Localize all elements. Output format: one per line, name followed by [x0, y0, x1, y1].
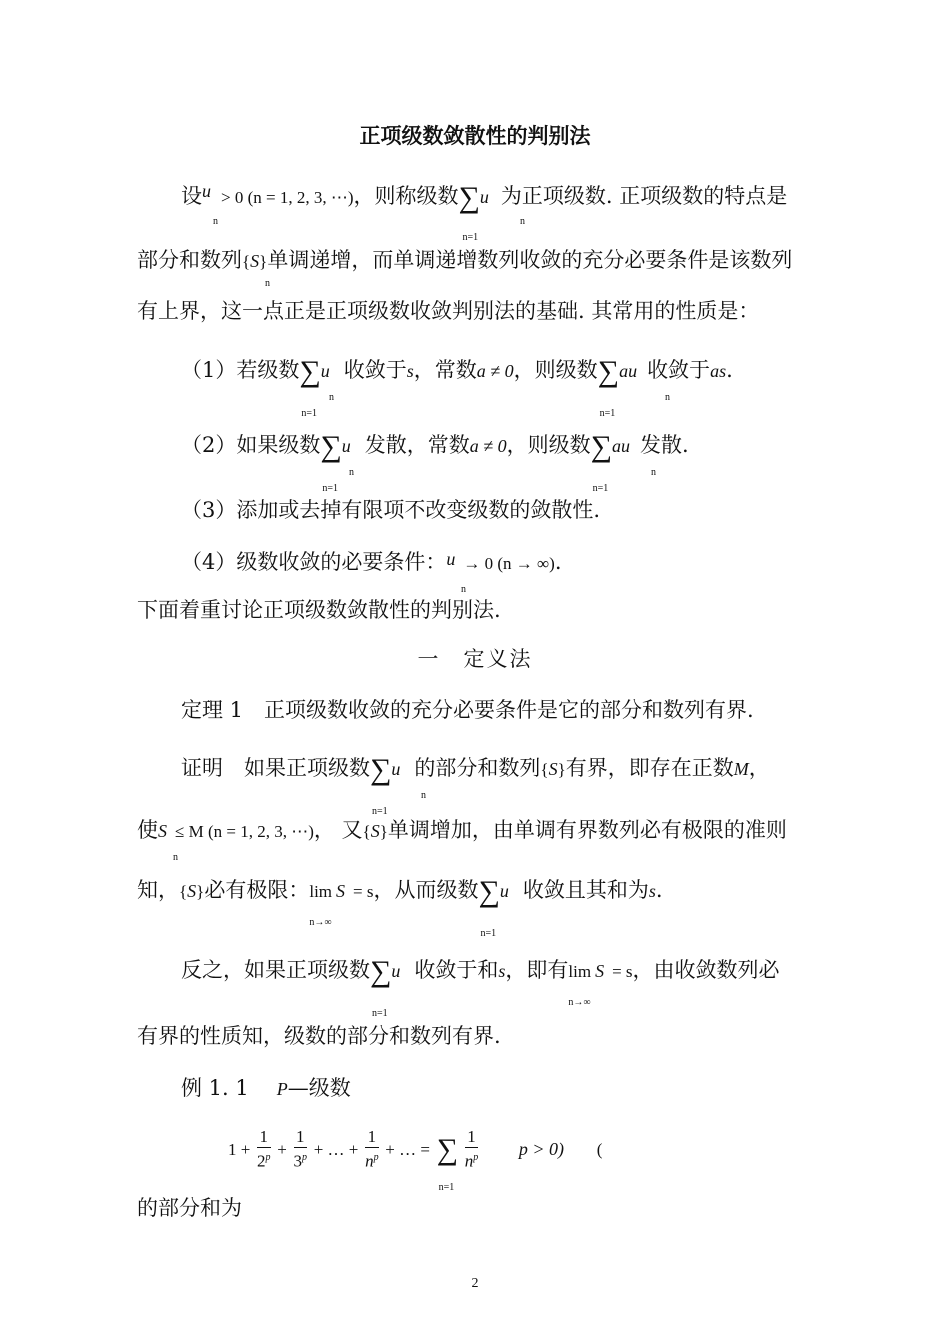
math-text: + … + — [313, 1140, 359, 1159]
math-S: S — [336, 881, 346, 901]
intro-line-1 — [181, 181, 788, 243]
text: ， — [748, 756, 770, 780]
text: （2）如果级数 — [181, 433, 321, 457]
text: 的部分和数列 — [414, 756, 541, 780]
sum-symbol: ∑ n=1 — [370, 955, 392, 1019]
fraction: $\frac{1}{n^p}$ — [365, 1127, 379, 1171]
math-limit: lim n→∞ — [568, 962, 592, 1008]
math-S: S — [595, 961, 605, 981]
math-u: u — [499, 881, 509, 901]
math-s: s — [648, 881, 656, 901]
example-label: 例 1. 1 — [181, 1076, 249, 1100]
math-u: u — [341, 436, 351, 456]
sum-symbol: ∑ n=1 — [478, 875, 500, 939]
text: 使 — [137, 818, 158, 842]
math-bound: ≤ M (n = 1, 2, 3, ⋯) — [175, 822, 314, 841]
text: 知， — [137, 878, 179, 902]
text: ，常数 — [413, 358, 477, 382]
fraction: $\frac{1}{2^p}$ — [257, 1127, 271, 1171]
math-sub-n: n — [651, 467, 656, 478]
math-text: ( — [596, 1140, 603, 1159]
sum-symbol: ∑ n=1 — [370, 753, 392, 817]
page-number: 2 — [471, 1276, 479, 1291]
math-sub-n: n — [349, 467, 354, 478]
text: 单调递增，而单调递增数列收敛的充分必要条件是该数列 — [267, 248, 793, 272]
math-a-ne-0: a ≠ 0 — [476, 361, 514, 381]
text: — — [287, 1076, 309, 1100]
text: 收敛于 — [343, 358, 407, 382]
fraction: $\frac{1}{n^p}$ — [464, 1127, 479, 1171]
p-series-formula — [228, 1126, 603, 1193]
proof-line-3 — [137, 875, 663, 939]
text: ， 又 — [313, 818, 363, 842]
math-au: au — [619, 361, 638, 381]
intro-line-2 — [137, 245, 793, 289]
math-a-ne-0: a ≠ 0 — [469, 436, 507, 456]
text: ，即有 — [505, 958, 569, 982]
math-sub-n: n — [213, 216, 218, 227]
proof-line-2 — [137, 815, 787, 863]
math-as: as — [710, 361, 727, 381]
text: 单调增加，由单调有界数列必有极限的准则 — [387, 818, 787, 842]
text: 反之，如果正项级数 — [181, 958, 370, 982]
math-eq-s: = s — [612, 962, 633, 981]
math-eq-s: = s — [353, 882, 374, 901]
page-title: 正项级数敛散性的判别法 — [359, 124, 591, 148]
property-3: （3）添加或去掉有限项不改变级数的敛散性. — [181, 498, 601, 522]
text: 收敛于和 — [414, 958, 499, 982]
text: 证明 如果正项级数 — [181, 756, 370, 780]
partial-sum-line: 的部分和为 — [137, 1196, 242, 1220]
math-p-condition: p > 0) — [518, 1139, 565, 1159]
math-sub-n: n — [665, 392, 670, 403]
text: . — [655, 878, 663, 902]
text: ，从而级数 — [373, 878, 479, 902]
math-sub-n: n — [173, 852, 178, 863]
text: ，由收敛数列必 — [632, 958, 780, 982]
sum-symbol: ∑ n=1 — [299, 355, 321, 419]
math-s: s — [406, 361, 414, 381]
text: 收敛于 — [647, 358, 711, 382]
text: （1）若级数 — [181, 358, 300, 382]
math-au: au — [612, 436, 631, 456]
text: 收敛且其和为 — [522, 878, 649, 902]
math-text: + — [277, 1140, 287, 1159]
proof-line-4 — [181, 955, 780, 1019]
text: 发散，常数 — [364, 433, 470, 457]
math-condition: > 0 (n = 1, 2, 3, ⋯) — [221, 188, 354, 207]
math-M: M — [733, 759, 749, 779]
text: ，则称级数 — [353, 184, 459, 208]
fraction: $\frac{1}{3^p}$ — [293, 1127, 307, 1171]
property-2 — [181, 430, 689, 494]
math-limit: lim n→∞ — [309, 882, 333, 928]
math-u: u — [391, 961, 401, 981]
text: . — [726, 358, 733, 382]
math-P: P — [276, 1079, 288, 1099]
math-sub-n: n — [461, 584, 466, 595]
math-sub-n: n — [421, 790, 426, 801]
text: （4）级数收敛的必要条件： — [181, 550, 447, 574]
sum-symbol: ∑ n=1 — [436, 1133, 459, 1193]
text: ，则级数 — [513, 358, 598, 382]
theorem-1: 定理 1 正项级数收敛的充分必要条件是它的部分和数列有界. — [181, 698, 754, 722]
text: 必有极限： — [204, 878, 310, 902]
math-u: u — [479, 187, 489, 207]
intro-line-3: 有上界，这一点正是正项级数收敛判别法的基础. 其常用的性质是： — [137, 299, 760, 323]
text: 为正项级数. 正项级数的特点是 — [500, 184, 788, 208]
math-S: S — [158, 821, 167, 841]
text: 部分和数列 — [137, 248, 242, 272]
text: . — [554, 550, 562, 574]
math-s: s — [498, 961, 506, 981]
math-text: + … = — [385, 1140, 430, 1159]
math-u: u — [391, 759, 401, 779]
sum-symbol: ∑ n=1 — [320, 430, 342, 494]
sum-symbol: ∑ n=1 — [590, 430, 613, 494]
proof-line-1 — [181, 753, 770, 817]
math-sub-n: n — [520, 216, 525, 227]
math-Sn-set: {S} — [362, 821, 388, 841]
text: 有界，即存在正数 — [565, 756, 734, 780]
text: 发散. — [640, 433, 689, 457]
example-heading — [181, 1073, 351, 1104]
property-4 — [181, 547, 562, 595]
math-limit: → 0 (n → ∞) — [463, 554, 555, 573]
section-heading: 一 定义法 — [417, 647, 533, 671]
sum-symbol: ∑ n=1 — [597, 355, 620, 419]
math-u: u — [446, 549, 456, 569]
text: 设 — [181, 184, 202, 208]
text: 级数 — [308, 1076, 351, 1100]
math-u: u — [202, 181, 211, 201]
math-text: 1 + — [228, 1140, 251, 1159]
math-Sn-set: {S n } — [242, 251, 270, 289]
proof-line-5: 有界的性质知，级数的部分和数列有界. — [137, 1024, 501, 1048]
math-u: u — [320, 361, 330, 381]
sum-symbol: ∑ n=1 — [458, 181, 480, 243]
math-Sn-set: {S} — [540, 759, 566, 779]
math-Sn-set: {S} — [179, 881, 205, 901]
math-sub-n: n — [329, 392, 334, 403]
text: ，则级数 — [506, 433, 591, 457]
property-1 — [181, 355, 733, 419]
lead-sentence: 下面着重讨论正项级数敛散性的判别法. — [137, 598, 501, 622]
